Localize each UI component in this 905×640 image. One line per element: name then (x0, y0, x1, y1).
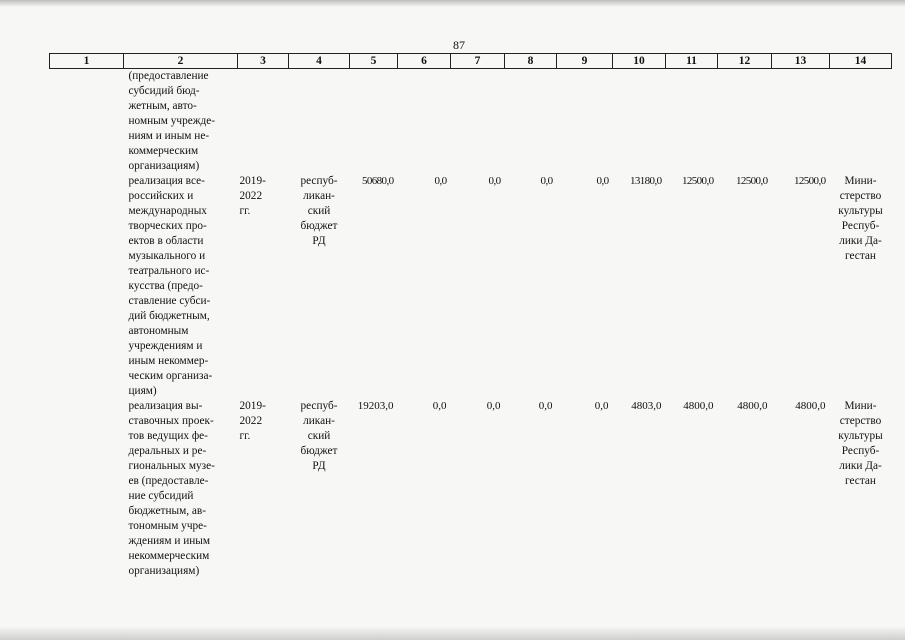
text-line: бюджет (300, 220, 338, 232)
text-line: тов ведущих фе- (128, 430, 208, 442)
cell-number (50, 399, 124, 579)
cell-period (238, 174, 289, 399)
col-header-11: 11 (666, 54, 718, 69)
text-line: субсидий бюд- (128, 85, 200, 97)
scan-edge-top (0, 0, 905, 7)
text-line: кусства (предо- (128, 280, 203, 292)
cell-number (50, 69, 124, 175)
cell-description (124, 69, 238, 175)
text-line: реализация все- (128, 175, 205, 187)
col-header-2: 2 (124, 54, 238, 69)
col-header-4: 4 (289, 54, 350, 69)
cell-value: 0,0 (538, 400, 553, 412)
text-line: ставочных проек- (128, 415, 214, 427)
cell-value: 4800,0 (683, 400, 714, 412)
table-row (50, 69, 892, 175)
text-line: гестан (845, 475, 876, 487)
text-line: культуры (838, 205, 883, 217)
cell-value: 0,0 (488, 175, 501, 187)
col-header-12: 12 (718, 54, 772, 69)
cell-funding-source (289, 399, 350, 579)
page-number: 87 (453, 38, 465, 52)
text-line: ставление субси- (128, 295, 211, 307)
text-line: российских и (128, 190, 194, 202)
text-line: Респуб- (841, 445, 880, 457)
text-line: реализация вы- (128, 400, 203, 412)
text-line: гг. (239, 205, 251, 217)
cell-value: 12500,0 (793, 175, 826, 187)
text-line: организациям) (128, 565, 200, 577)
col-header-8: 8 (505, 54, 557, 69)
text-line: дий бюджетным, (128, 310, 210, 322)
cell-value: 0,0 (596, 175, 609, 187)
cell-value: 0,0 (434, 175, 447, 187)
text-line: Мини- (844, 175, 877, 187)
cell-funding-source (289, 174, 350, 399)
cell-value: 0,0 (594, 400, 609, 412)
cell-total: 19203,0 (357, 400, 394, 412)
cell-number (50, 174, 124, 399)
text-line: театрального ис- (128, 265, 210, 277)
cell-description (124, 174, 238, 399)
cell-executor (830, 399, 892, 579)
text-line: ев (предоставле- (128, 475, 209, 487)
text-line: лики Да- (839, 235, 882, 247)
text-line: учреждениям и (128, 340, 203, 352)
text-line: ческим организа- (128, 370, 213, 382)
col-header-6: 6 (398, 54, 451, 69)
text-line: ликан- (303, 415, 335, 427)
col-header-1: 1 (50, 54, 124, 69)
text-line: автономным (128, 325, 189, 337)
text-line: бюджетным, ав- (128, 505, 207, 517)
text-line: лики Да- (839, 460, 882, 472)
col-header-10: 10 (613, 54, 666, 69)
table-row (50, 174, 892, 399)
col-header-3: 3 (238, 54, 289, 69)
text-line: Мини- (844, 400, 877, 412)
text-line: деральных и ре- (128, 445, 207, 457)
col-header-13: 13 (772, 54, 830, 69)
cell-value: 12500,0 (681, 175, 714, 187)
text-line: ский (307, 205, 331, 217)
cell-value: 4803,0 (631, 400, 662, 412)
cell-description (124, 399, 238, 579)
text-line: гиональных музе- (128, 460, 215, 472)
text-line: культуры (838, 430, 883, 442)
col-header-9: 9 (557, 54, 613, 69)
text-line: 2022 (239, 190, 263, 202)
text-line: ние субсидий (128, 490, 194, 502)
text-line: (предоставление (128, 70, 209, 82)
text-line: музыкального и (128, 250, 206, 262)
text-line: 2022 (239, 415, 263, 427)
program-table (49, 53, 892, 579)
text-line: творческих про- (128, 220, 207, 232)
text-line: гг. (239, 430, 251, 442)
cell-value: 4800,0 (795, 400, 826, 412)
cell-value: 12500,0 (735, 175, 768, 187)
text-line: стерство (839, 415, 882, 427)
scan-edge-bottom (0, 626, 905, 640)
header-row (50, 54, 892, 69)
text-line: некоммерческим (128, 550, 210, 562)
col-header-7: 7 (451, 54, 505, 69)
text-line: стерство (839, 190, 882, 202)
text-line: жетным, авто- (128, 100, 197, 112)
text-line: ликан- (303, 190, 335, 202)
cell-value: 0,0 (540, 175, 553, 187)
table-row (50, 399, 892, 579)
text-line: Респуб- (841, 220, 880, 232)
col-header-5: 5 (350, 54, 398, 69)
text-line: гестан (845, 250, 876, 262)
text-line: тономным учре- (128, 520, 207, 532)
cell-value: 0,0 (486, 400, 501, 412)
text-line: ждениям и иным (128, 535, 211, 547)
cell-value: 13180,0 (629, 175, 662, 187)
cell-value: 0,0 (432, 400, 447, 412)
text-line: бюджет (300, 445, 338, 457)
text-line: 2019- (239, 400, 266, 412)
cell-executor (830, 174, 892, 399)
text-line: респуб- (300, 175, 338, 187)
text-line: ский (307, 430, 331, 442)
cell-period (238, 399, 289, 579)
text-line: 2019- (239, 175, 266, 187)
text-line: коммерческим (128, 145, 199, 157)
text-line: РД (312, 235, 326, 247)
col-header-14: 14 (830, 54, 892, 69)
cell-value: 4800,0 (737, 400, 768, 412)
text-line: ниям и иным не- (128, 130, 210, 142)
text-line: организациям) (128, 160, 200, 172)
text-line: номным учрежде- (128, 115, 216, 127)
text-line: циям) (128, 385, 157, 397)
text-line: респуб- (300, 400, 338, 412)
text-line: РД (312, 460, 326, 472)
text-line: ектов в области (128, 235, 204, 247)
text-line: международных (128, 205, 207, 217)
cell-total: 50680,0 (361, 175, 394, 187)
text-line: иным некоммер- (128, 355, 209, 367)
